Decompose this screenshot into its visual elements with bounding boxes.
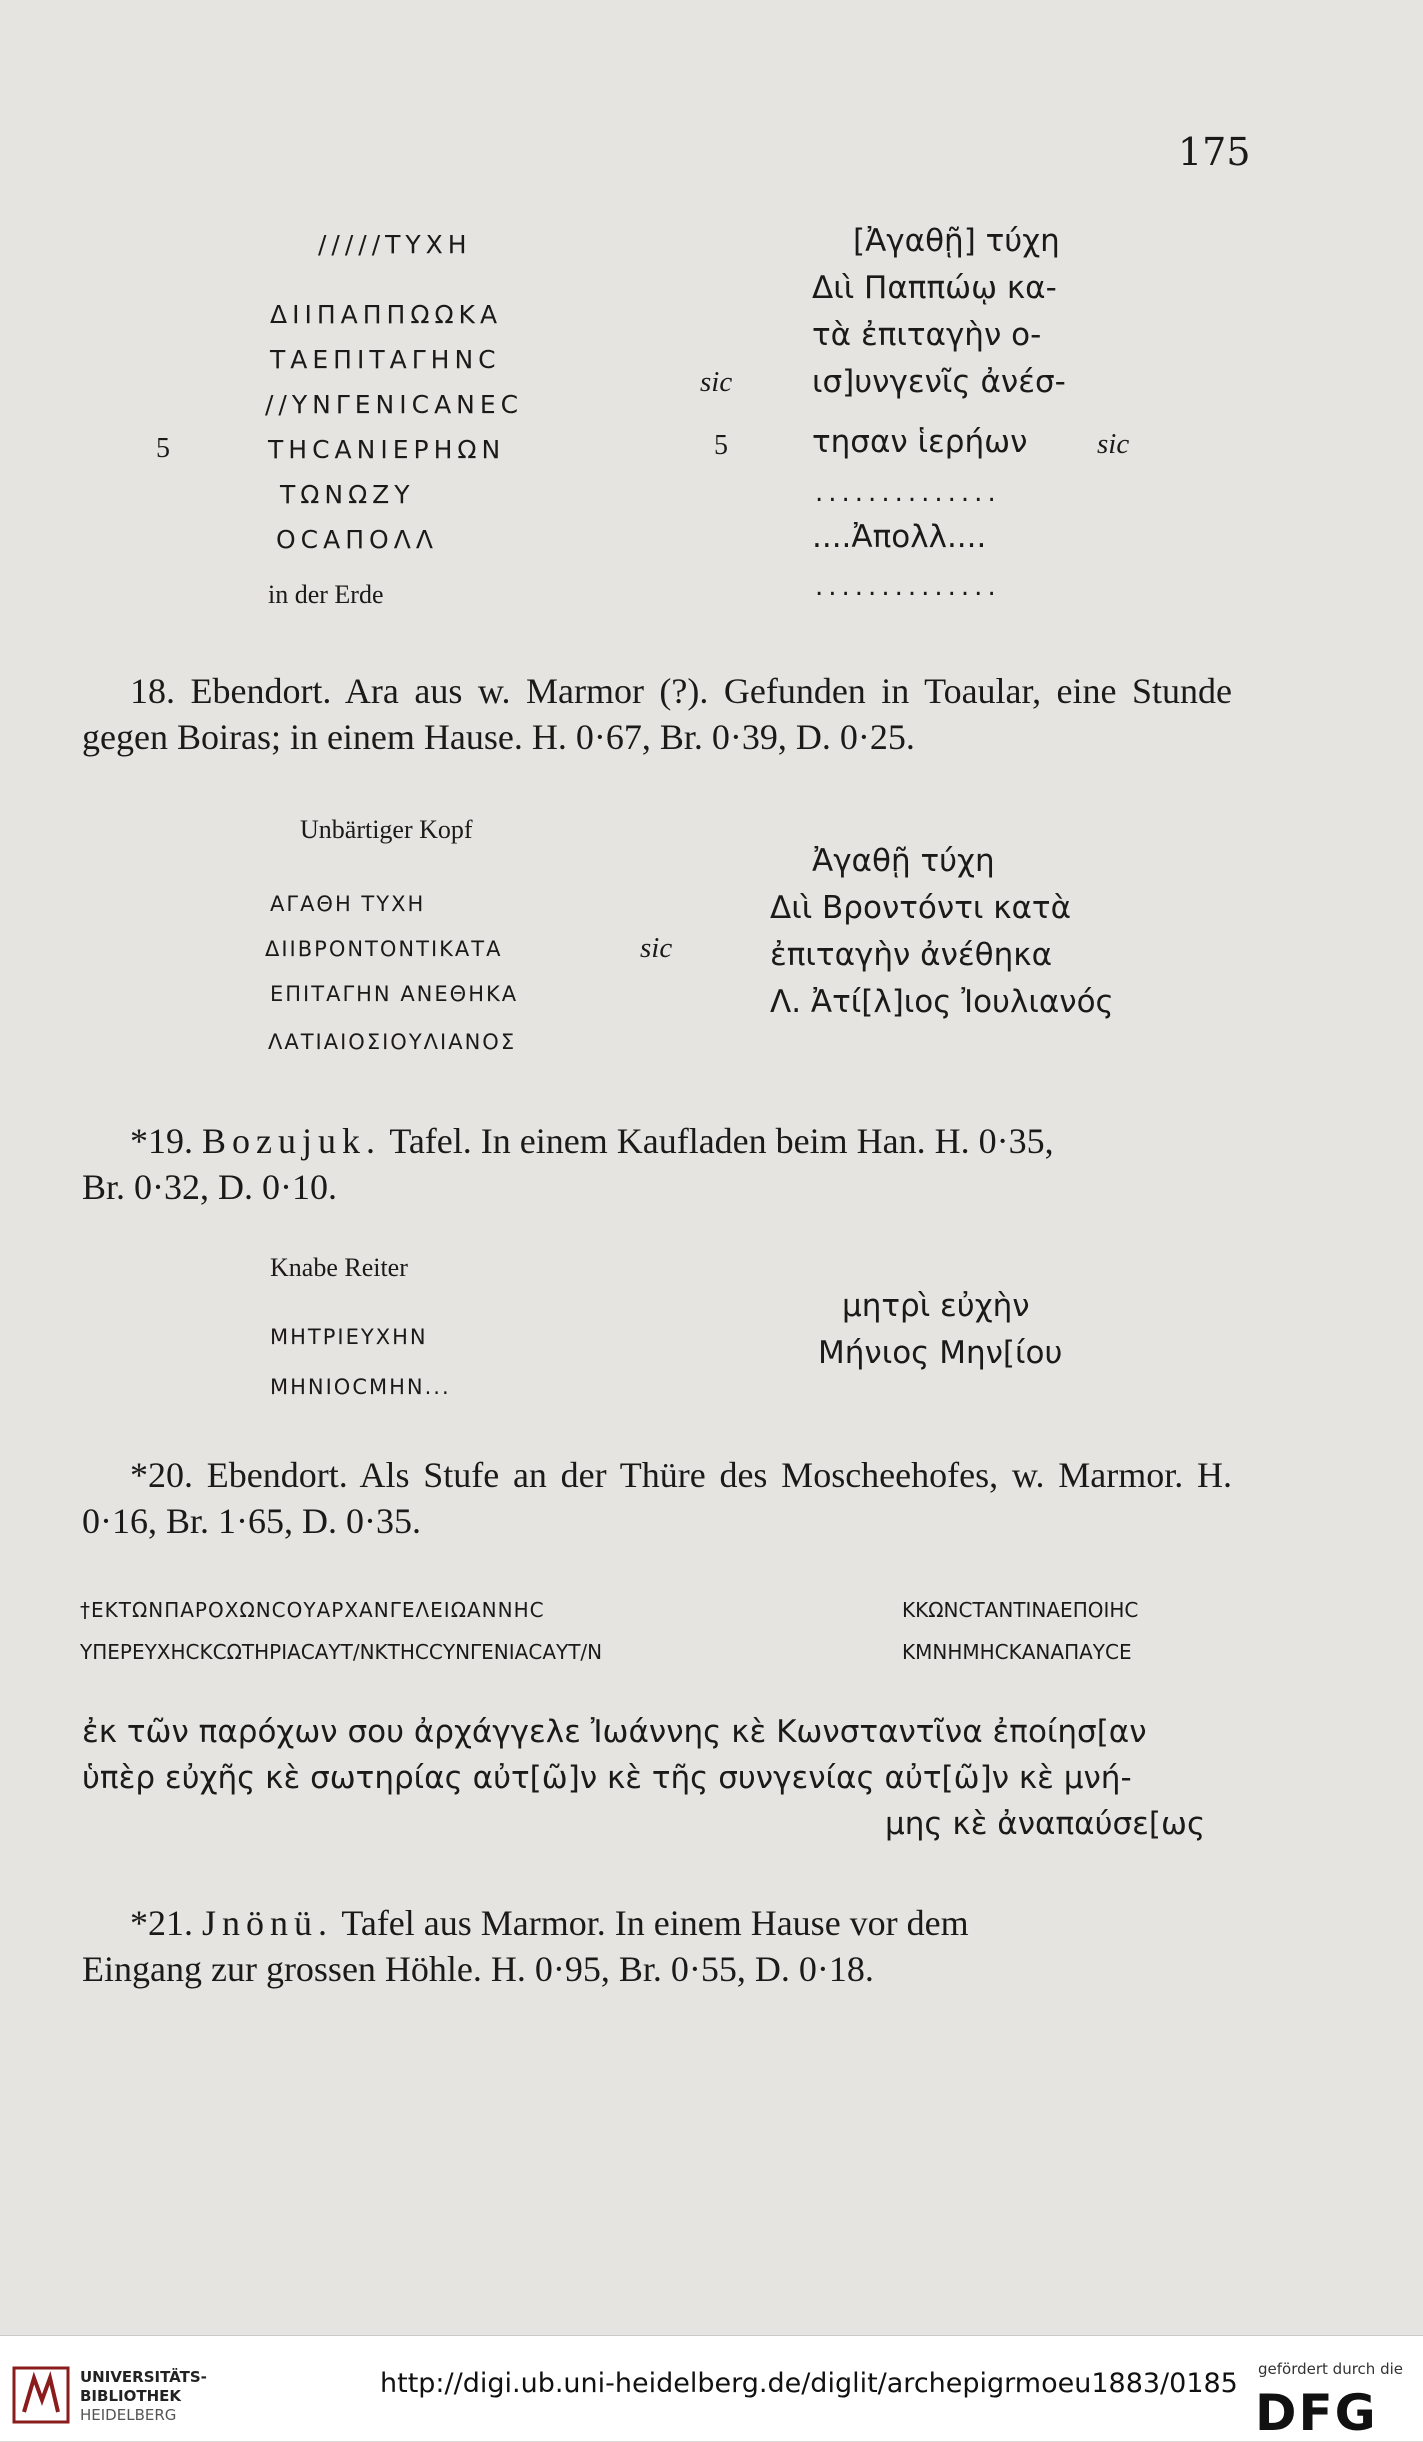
inscription-line: /////ΤΥΧΗ [318, 230, 472, 259]
entry-21-line1 [130, 1900, 969, 1946]
source-url-link[interactable]: http://digi.ub.uni-heidelberg.de/diglit/archepigrmoeu1883/0185 [380, 2368, 1238, 2399]
transcription-line: ὑπὲρ εὐχῆς κὲ σωτηρίας αὐτ[ῶ]ν κὲ τῆς συνγενίας αὐτ[ῶ]ν κὲ μνή- [82, 1760, 1132, 1796]
sic-note: sic [700, 366, 733, 398]
transcription-line: Ἀγαθῇ τύχη [812, 843, 995, 879]
inscription-line: ΚΚΩΝCΤΑΝΤΙΝΑΕΠΟΙΗC [902, 1598, 1139, 1622]
inscription-line: //ΥΝΓΕΝΙCΑΝΕC [265, 390, 524, 419]
inscription-note: Knabe Reiter [270, 1253, 408, 1282]
entry-place: Bozujuk. [202, 1121, 381, 1161]
logo-line: BIBLIOTHEK [80, 2387, 181, 2405]
inscription-note: Unbärtiger Kopf [300, 815, 473, 844]
sic-note: sic [1097, 428, 1130, 460]
inscription-line: ΑΓΑΘΗ ΤΥΧΗ [270, 892, 426, 916]
inscription-line: ΤΗCΑΝΙΕΡΗΩΝ [268, 435, 506, 464]
transcription-line: .............. [815, 572, 1001, 602]
entry-21-line2: Eingang zur grossen Höhle. H. 0·95, Br. 0·55, D. 0·18. [82, 1949, 874, 1989]
line-number: 5 [714, 430, 728, 461]
entry-text: Tafel. In einem Kaufladen beim Han. H. 0·35, [381, 1121, 1054, 1161]
inscription-line: ΔΙΙΒΡΟΝΤΟΝΤΙΚΑΤΑ [265, 937, 503, 961]
logo-line: HEIDELBERG [80, 2406, 177, 2424]
inscription-line: ΤΑΕΠΙΤΑΓΗΝC [270, 345, 501, 374]
dfg-logo: DFG [1255, 2384, 1378, 2442]
entry-19-line1 [130, 1118, 1054, 1164]
line-number: 5 [156, 433, 170, 464]
entry-19-line2: Br. 0·32, D. 0·10. [82, 1167, 337, 1207]
transcription-line: ἐκ τῶν παρόχων σου ἀρχάγγελε Ἰωάννης κὲ Κωνσταντῖνα ἐποίησ[αν [82, 1714, 1147, 1750]
transcription-line: Λ. Ἀτί[λ]ιος Ἰουλιανός [770, 984, 1114, 1020]
transcription-line: .............. [815, 478, 1001, 508]
transcription-line: τὰ ἐπιταγὴν ο- [812, 317, 1042, 353]
transcription-line: [Ἀγαθῇ] τύχη [853, 223, 1060, 259]
inscription-line: ΟCΑΠΟΛΛ [276, 525, 438, 554]
transcription-line: Μήνιος Μην[ίου [818, 1335, 1063, 1371]
entry-place: Jnönü. [202, 1903, 334, 1943]
inscription-line: ΔΙΙΠΑΠΠΩΩΚΑ [270, 300, 503, 329]
inscription-line: ΜΗΝΙΟCΜΗΝ... [270, 1375, 451, 1399]
sic-note: sic [640, 932, 673, 964]
university-name [80, 2368, 207, 2425]
entry-20-text: *20. Ebendort. Als Stufe an der Thüre des Moscheehofes, w. Marmor. H. 0·16, Br. 1·65, D. 0·35. [82, 1455, 1232, 1541]
transcription-line: Διὶ Παππώῳ κα- [812, 270, 1057, 306]
transcription-line: ....Ἀπολλ.... [812, 519, 987, 555]
inscription-line: †ΕΚΤΩΝΠΑΡΟΧΩΝCΟΥΑΡΧΑΝΓΕΛΕΙΩΑΝΝΗC [80, 1598, 545, 1622]
inscription-line: ΥΠΕΡΕΥΧΗCΚCΩΤΗΡΙΑCΑΥΤ/ΝΚΤΗCCΥΝΓΕΝΙΑCΑΥΤ/Ν [80, 1640, 603, 1664]
inscription-line: ΤΩΝΩΖΥ [280, 480, 415, 509]
inscription-line: ΛΑΤΙΑΙΟΣΙΟΥΛΙΑΝΟΣ [268, 1030, 517, 1054]
inscription-line: ΕΠΙΤΑΓΗΝ ΑΝΕΘΗΚΑ [270, 982, 519, 1006]
logo-line: UNIVERSITÄTS- [80, 2368, 207, 2386]
inscription-note: in der Erde [268, 580, 384, 609]
entry-18-text: 18. Ebendort. Ara aus w. Marmor (?). Gefunden in Toaular, eine Stunde gegen Boiras; in einem Hause. H. 0·67, Br. 0·39, D. 0·25. [82, 671, 1232, 757]
transcription-line: ἐπιταγὴν ἀνέθηκα [770, 937, 1052, 973]
inscription-line: ΚΜΝΗΜΗCΚΑΝΑΠΑΥCΕ [902, 1640, 1132, 1664]
page-number: 175 [1178, 130, 1251, 174]
entry-label: *19. [130, 1121, 193, 1161]
entry-label: *21. [130, 1903, 193, 1943]
funding-caption: gefördert durch die [1258, 2360, 1403, 2378]
footer-bar [0, 2335, 1423, 2441]
inscription-line: ΜΗΤΡΙΕΥΧΗΝ [270, 1325, 428, 1349]
entry-text: Tafel aus Marmor. In einem Hause vor dem [333, 1903, 969, 1943]
transcription-line: Διὶ Βροντόντι κατὰ [770, 890, 1072, 926]
transcription-line: μης κὲ ἀναπαύσε[ως [885, 1806, 1206, 1842]
transcription-line: ισ]υνγενῖς ἀνέσ- [812, 364, 1066, 400]
transcription-line: μητρὶ εὐχὴν [842, 1288, 1030, 1324]
transcription-line: τησαν ἱερήων [812, 424, 1028, 460]
university-logo-icon [12, 2366, 70, 2424]
